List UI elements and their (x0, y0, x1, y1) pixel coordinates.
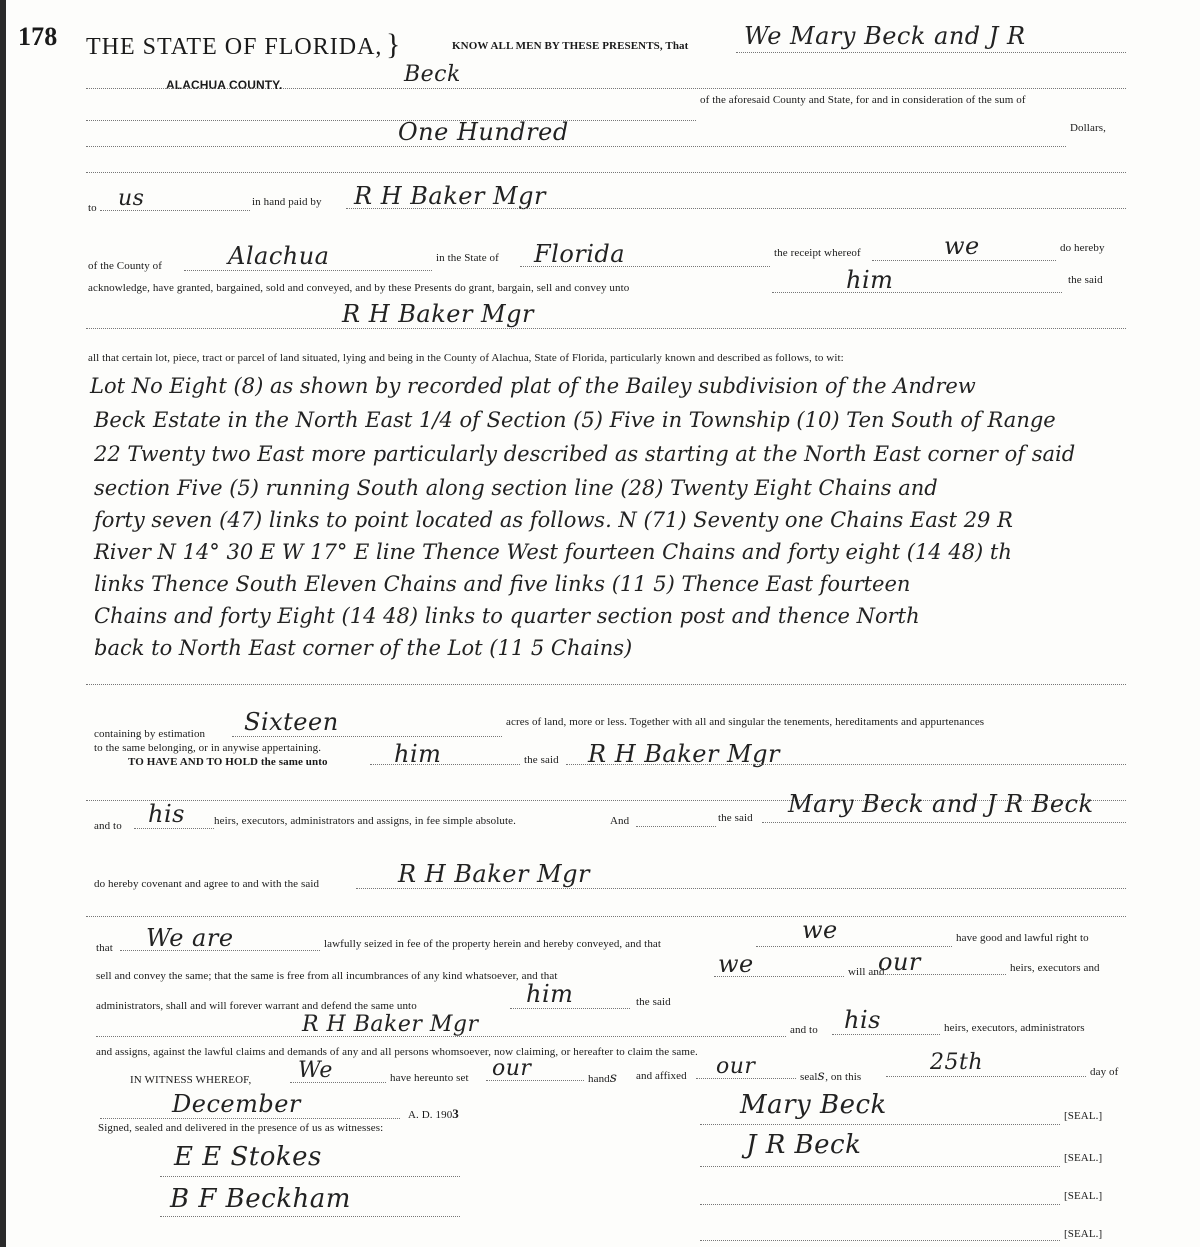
grantee-handwritten: R H Baker Mgr (342, 300, 534, 328)
right-we-line (756, 946, 952, 947)
description-line-3: 22 Twenty two East more particularly described as starting at the North East corner of said (94, 442, 1076, 466)
said-grantors-line (762, 822, 1126, 823)
description-line-4: section Five (5) running South along section line (28) Twenty Eight Chains and (94, 476, 938, 500)
unto-line (772, 292, 1062, 293)
county-title: ALACHUA COUNTY. (166, 78, 283, 92)
that-text: that (96, 942, 113, 954)
have-grantee-handwritten: R H Baker Mgr (588, 740, 780, 768)
covenant-text: do hereby covenant and agree to and with the said (94, 878, 320, 890)
know-all-men-text: KNOW ALL MEN BY THESE PRESENTS, That (452, 40, 689, 52)
in-state-of-text: in the State of (436, 252, 499, 264)
grantors-handwritten-cont: Beck (404, 62, 461, 87)
seal-label-2: [SEAL.] (1064, 1152, 1103, 1164)
acres-text: acres of land, more or less. Together with all and singular the tenements, hereditaments and appurtenances (506, 716, 985, 728)
to-have-text: TO HAVE AND TO HOLD the same unto (128, 756, 328, 768)
ad-text: A. D. 1903 (408, 1106, 459, 1121)
will-our-handwritten: our (878, 948, 921, 976)
hands-suffix-handwritten: s (609, 1070, 618, 1086)
have-grantee-line (566, 764, 1126, 765)
description-line-2: Beck Estate in the North East 1/4 of Section (5) Five in Township (10) Ten South of Range (94, 408, 1056, 432)
blank-line (86, 172, 1126, 173)
affixed-our-handwritten: our (716, 1054, 756, 1079)
consideration-text: of the aforesaid County and State, for and in consideration of the sum of (700, 94, 1026, 106)
and-to-his-handwritten: his (844, 1006, 881, 1034)
dollars-text: Dollars, (1070, 122, 1106, 134)
seized-handwritten: We are (146, 924, 234, 952)
blank-line (86, 120, 696, 121)
sell-convey-text: sell and convey the same; that the same is free from all incumbrances of any kind whatsoever, and that (96, 970, 558, 982)
document-number: 178 (18, 22, 58, 51)
in-hand-paid-text: in hand paid by (252, 196, 322, 208)
unto-handwritten: him (846, 266, 894, 294)
description-line-5: forty seven (47) links to point located as follows. N (71) Seventy one Chains East 29 R (94, 508, 1013, 532)
year-digit-handwritten: 3 (452, 1106, 459, 1121)
description-line-9: back to North East corner of the Lot (11 5 Chains) (94, 636, 633, 660)
day-line (886, 1076, 1086, 1077)
covenant-line (356, 888, 1126, 889)
all-that-text: all that certain lot, piece, tract or parcel of land situated, lying and being in the County of Alachua, State of Florida, particularly known and described as follows, to wit: (88, 352, 844, 364)
witness-we-handwritten: We (298, 1058, 333, 1083)
and-to-b-text: and to (790, 1024, 818, 1036)
day-of-text: day of (1090, 1066, 1119, 1078)
signed-sealed-text: Signed, sealed and delivered in the presence of us as witnesses: (98, 1122, 384, 1134)
description-line-7: links Thence South Eleven Chains and five links (11 5) Thence East fourteen (94, 572, 911, 596)
set-our-handwritten: our (492, 1056, 532, 1081)
have-unto-line (370, 764, 520, 765)
acres-line (232, 736, 502, 737)
defend-grantee-line (96, 1036, 786, 1037)
lawfully-text: lawfully seized in fee of the property herein and hereby conveyed, and that (324, 938, 662, 950)
covenant-grantee-handwritten: R H Baker Mgr (398, 860, 590, 888)
page-edge (0, 0, 6, 1247)
will-and-text: will and (848, 966, 885, 978)
sum-handwritten: One Hundred (398, 118, 569, 146)
defend-grantee-handwritten: R H Baker Mgr (302, 1012, 479, 1037)
acres-handwritten: Sixteen (244, 708, 339, 736)
seals-text: seals, on this (800, 1068, 862, 1084)
the-said-text: the said (1068, 274, 1103, 286)
containing-text: containing by estimation (94, 728, 206, 740)
hands-text: hands (588, 1070, 618, 1086)
have-good-text: have good and lawful right to (956, 932, 1089, 944)
acknowledge-text: acknowledge, have granted, bargained, sold and conveyed, and by these Presents do grant, bargain, sell and convey unto (88, 282, 630, 294)
hereunto-text: have hereunto set (390, 1072, 469, 1084)
seal-label-1: [SEAL.] (1064, 1110, 1103, 1122)
his-handwritten: his (148, 800, 185, 828)
witness-2-line (160, 1216, 460, 1217)
heirs-exec-admin-text: heirs, executors, administrators (944, 1022, 1085, 1034)
receipt-we-handwritten: we (944, 232, 980, 260)
do-hereby-text: do hereby (1060, 242, 1105, 254)
paid-by-line (346, 208, 1126, 209)
heirs-exec-text: heirs, executors and (1010, 962, 1100, 974)
description-line-blank (86, 684, 1126, 685)
affixed-text: and affixed (636, 1070, 687, 1082)
receipt-text: the receipt whereof (774, 247, 861, 259)
and-text: And (610, 815, 630, 827)
grantors-handwritten: We Mary Beck and J R (744, 22, 1026, 50)
signature-1-line (700, 1124, 1060, 1125)
grantors-line-2 (86, 88, 1126, 89)
and-assigns-text: and assigns, against the lawful claims and demands of any and all persons whomsoever, now claiming, or hereafter to claim the same. (96, 1046, 698, 1058)
description-line-1: Lot No Eight (8) as shown by recorded plat of the Bailey subdivision of the Andrew (90, 374, 976, 398)
witness-1-handwritten: E E Stokes (174, 1142, 322, 1172)
his-line (134, 828, 214, 829)
day-handwritten: 25th (930, 1050, 984, 1075)
state-line (520, 266, 770, 267)
said-grantors-handwritten: Mary Beck and J R Beck (788, 790, 1094, 818)
witness-whereof-text: IN WITNESS WHEREOF, (130, 1074, 252, 1086)
county-handwritten: Alachua (228, 242, 330, 270)
the-said-b-text: the said (524, 754, 559, 766)
month-handwritten: December (172, 1090, 301, 1118)
signature-4-line (700, 1240, 1060, 1241)
the-said-c-text: the said (718, 812, 753, 824)
seal-label-4: [SEAL.] (1064, 1228, 1103, 1240)
signature-2-handwritten: J R Beck (746, 1130, 862, 1160)
to-text: to (88, 202, 97, 214)
signature-1-handwritten: Mary Beck (740, 1090, 887, 1120)
administrators-text: administrators, shall and will forever warrant and defend the same unto (96, 1000, 417, 1012)
affixed-our-line (696, 1078, 796, 1079)
blank-line (86, 916, 1126, 917)
seals-suffix-handwritten: s (817, 1068, 826, 1084)
sum-line (86, 146, 1066, 147)
right-we-handwritten: we (802, 916, 838, 944)
brace-glyph: } (386, 28, 401, 61)
state-handwritten: Florida (534, 240, 626, 268)
month-line (100, 1118, 400, 1119)
receipt-line (872, 260, 1056, 261)
to-line (100, 210, 250, 211)
heirs-fee-text: heirs, executors, administrators and assigns, in fee simple absolute. (214, 815, 516, 827)
defend-unto-line (510, 1008, 630, 1009)
and-to-his-line (832, 1034, 940, 1035)
witness-we-line (290, 1082, 386, 1083)
paid-by-handwritten: R H Baker Mgr (354, 182, 546, 210)
witness-2-handwritten: B F Beckham (170, 1184, 351, 1214)
and-to-text: and to (94, 820, 122, 832)
seized-line (120, 950, 320, 951)
county-line (184, 270, 432, 271)
and-line (636, 826, 716, 827)
state-title: THE STATE OF FLORIDA, (86, 34, 383, 60)
signature-2-line (700, 1166, 1060, 1167)
grantee-line (86, 328, 1126, 329)
to-whom-handwritten: us (118, 186, 145, 211)
will-we-line (714, 976, 844, 977)
set-our-line (486, 1080, 584, 1081)
witness-1-line (160, 1176, 460, 1177)
signature-3-line (700, 1204, 1060, 1205)
description-line-6: River N 14° 30 E W 17° E line Thence West fourteen Chains and forty eight (14 48) th (94, 540, 1012, 564)
seal-label-3: [SEAL.] (1064, 1190, 1103, 1202)
the-said-d-text: the said (636, 996, 671, 1008)
description-line-8: Chains and forty Eight (14 48) links to quarter section post and thence North (94, 604, 920, 628)
of-county-of-text: of the County of (88, 260, 163, 272)
will-our-line (872, 974, 1006, 975)
belonging-text: to the same belonging, or in anywise appertaining. (94, 742, 322, 754)
defend-unto-handwritten: him (526, 980, 574, 1008)
will-we-handwritten: we (718, 950, 754, 978)
grantors-line (736, 52, 1126, 53)
have-unto-handwritten: him (394, 740, 442, 768)
